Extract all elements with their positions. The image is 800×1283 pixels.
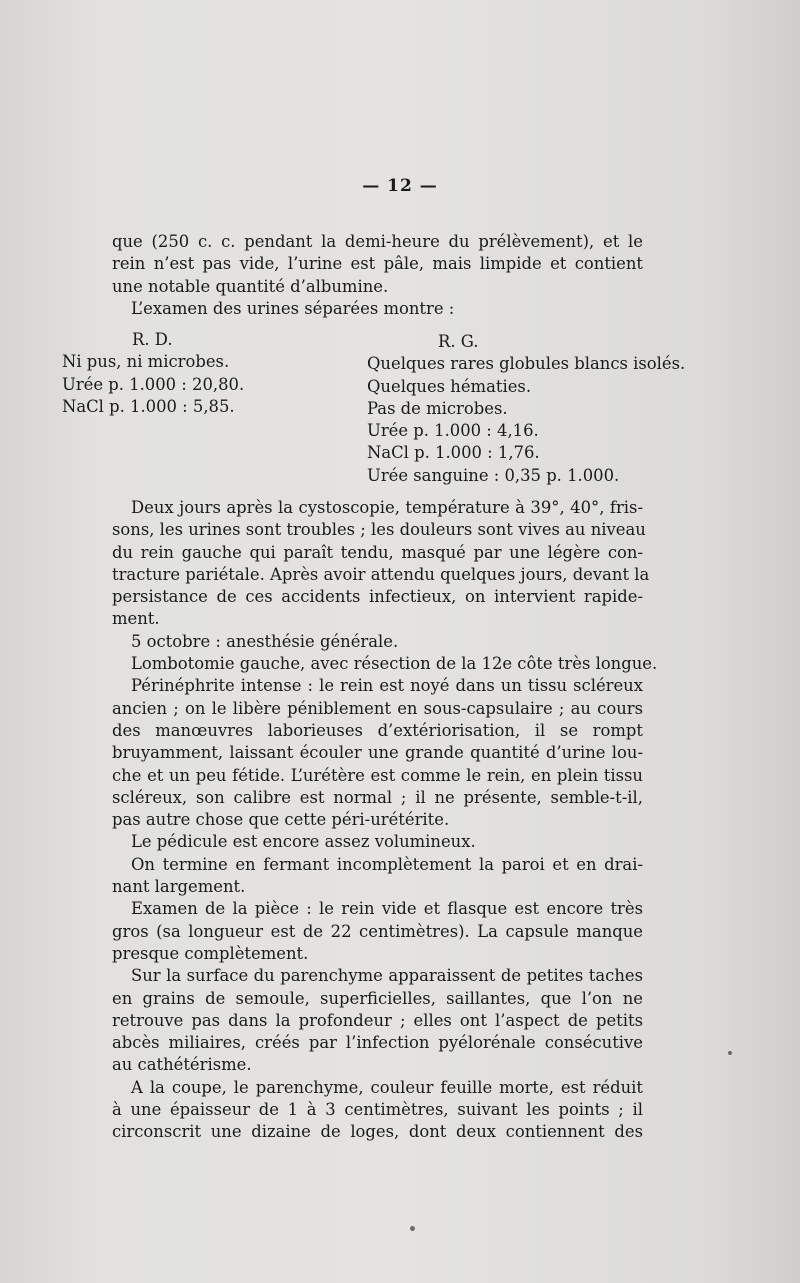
text-line: retrouve pas dans la profondeur ; elles ont l’aspect de petits <box>112 1010 643 1030</box>
text-line: sons, les urines sont troubles ; les douleurs sont vives au niveau <box>112 520 646 540</box>
text-line: A la coupe, le parenchyme, couleur feuille morte, est réduit <box>131 1077 643 1097</box>
text-line: Le pédicule est encore assez volumineux. <box>131 832 476 852</box>
left-kidney-heading: R. G. <box>438 332 479 351</box>
result-line: Urée p. 1.000 : 20,80. <box>62 374 245 394</box>
text-line: tracture pariétale. Après avoir attendu quelques jours, devant la <box>112 564 650 584</box>
text-line: des manœuvres laborieuses d’extériorisation, il se rompt <box>112 720 643 740</box>
text-line: scléreux, son calibre est normal ; il ne présente, semble-t-il, <box>112 787 643 807</box>
text-line: abcès miliaires, créés par l’infection pyélorénale consécutive <box>112 1033 643 1053</box>
text-line: 5 octobre : anesthésie générale. <box>131 631 399 651</box>
paper-speck <box>728 1051 732 1055</box>
text-line: Examen de la pièce : le rein vide et flasque est encore très <box>131 899 643 919</box>
right-kidney-heading: R. D. <box>132 330 173 349</box>
text-line: au cathétérisme. <box>112 1055 252 1075</box>
text-line: ancien ; on le libère péniblement en sous-capsulaire ; au cours <box>112 698 643 718</box>
text-line: en grains de semoule, superficielles, saillantes, que l’on ne <box>112 988 643 1008</box>
result-line: Urée sanguine : 0,35 p. 1.000. <box>367 465 620 485</box>
text-line: Lombotomie gauche, avec résection de la 12e côte très longue. <box>131 654 658 674</box>
intro-paragraph <box>112 231 643 320</box>
page-number: — 12 — <box>362 176 438 196</box>
result-line: Urée p. 1.000 : 4,16. <box>367 421 539 441</box>
text-line: à une épaisseur de 1 à 3 centimètres, suivant les points ; il <box>112 1100 643 1120</box>
result-line: Quelques hématies. <box>367 376 532 396</box>
text-line: Deux jours après la cystoscopie, température à 39°, 40°, fris- <box>131 498 643 517</box>
text-line: persistance de ces accidents infectieux, on intervient rapide- <box>112 587 643 607</box>
text-line: presque complètement. <box>112 943 309 963</box>
text-line: une notable quantité d’albumine. <box>112 276 389 296</box>
paper-speck <box>410 1226 415 1231</box>
text-line: bruyamment, laissant écouler une grande quantité d’urine lou- <box>112 743 643 763</box>
result-line: Pas de microbes. <box>367 398 508 418</box>
text-line: Sur la surface du parenchyme apparaissent de petites taches <box>131 966 643 986</box>
text-line: pas autre chose que cette péri-urétérite. <box>112 810 450 830</box>
text-line: du rein gauche qui paraît tendu, masqué par une légère con- <box>112 542 643 562</box>
left-kidney-results <box>367 331 685 487</box>
result-line: NaCl p. 1.000 : 1,76. <box>367 443 540 463</box>
text-line: gros (sa longueur est de 22 centimètres). La capsule manque <box>112 921 643 941</box>
result-line: NaCl p. 1.000 : 5,85. <box>62 396 235 416</box>
text-line: que (250 c. c. pendant la demi-heure du prélèvement), et le <box>112 232 643 251</box>
text-line: ment. <box>112 609 160 629</box>
right-kidney-results <box>62 329 244 418</box>
result-line: Quelques rares globules blancs isolés. <box>367 354 686 374</box>
text-line: L’examen des urines séparées montre : <box>131 298 455 318</box>
text-line: Périnéphrite intense : le rein est noyé dans un tissu scléreux <box>131 676 643 696</box>
result-line: Ni pus, ni microbes. <box>62 352 230 372</box>
text-line: circonscrit une dizaine de loges, dont deux contiennent des <box>112 1122 643 1142</box>
text-line: rein n’est pas vide, l’urine est pâle, mais limpide et contient <box>112 254 643 274</box>
text-line: On termine en fermant incomplètement la paroi et en drai- <box>131 854 643 874</box>
main-text <box>112 497 658 1144</box>
text-line: che et un peu fétide. L’urétère est comme le rein, en plein tissu <box>112 765 643 785</box>
text-line: nant largement. <box>112 877 246 897</box>
